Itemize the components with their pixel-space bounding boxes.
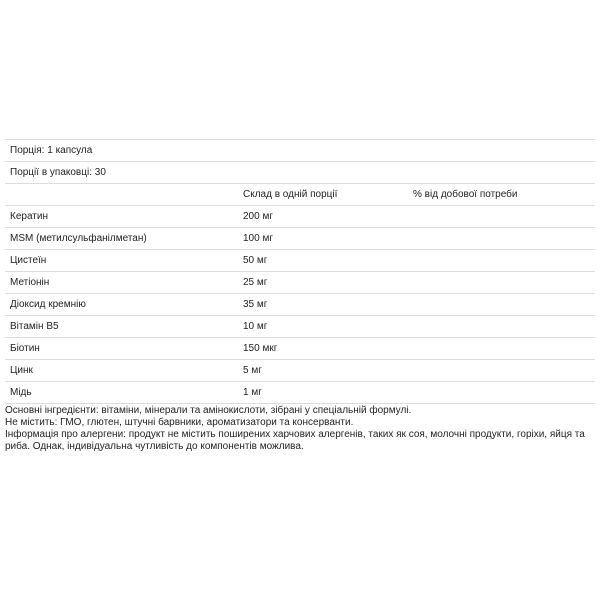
ingredient-name: MSM (метилсульфанілметан)	[5, 228, 238, 250]
ingredient-amount: 1 мг	[238, 382, 408, 404]
ingredient-amount: 200 мг	[238, 206, 408, 228]
table-row	[5, 338, 595, 360]
ingredient-name: Кератин	[5, 206, 238, 228]
ingredient-daily-value	[408, 228, 595, 250]
table-row	[5, 206, 595, 228]
allergen-note: Інформація про алергени: продукт не містить поширених харчових алергенів, таких як соя, молочні продукти, горіхи, яйця та риба. Однак, індивідуальна чутливість до компонентів можлива.	[5, 429, 585, 452]
ingredient-name: Метіонін	[5, 272, 238, 294]
ingredients-note: Основні інгредієнти: вітаміни, мінерали та амінокислоти, зібрані у спеціальній формулі.	[5, 405, 412, 416]
ingredient-amount: 10 мг	[238, 316, 408, 338]
table-row	[5, 228, 595, 250]
ingredient-name: Діоксид кремнію	[5, 294, 238, 316]
header-empty-cell	[5, 184, 238, 206]
table-row	[5, 272, 595, 294]
free-from-note: Не містить: ГМО, глютен, штучні барвники, ароматизатори та консерванти.	[5, 417, 354, 428]
serving-size-row	[5, 140, 595, 162]
ingredient-amount: 35 мг	[238, 294, 408, 316]
servings-per-container-row	[5, 162, 595, 184]
ingredient-amount: 150 мкг	[238, 338, 408, 360]
ingredient-name: Біотин	[5, 338, 238, 360]
ingredient-name: Мідь	[5, 382, 238, 404]
header-daily-value: % від добової потреби	[408, 184, 595, 206]
ingredient-daily-value	[408, 338, 595, 360]
servings-per-container-text: Порції в упаковці: 30	[5, 162, 595, 184]
product-notes	[5, 405, 597, 453]
header-amount-per-serving: Склад в одній порції	[238, 184, 408, 206]
table-row	[5, 360, 595, 382]
ingredient-amount: 5 мг	[238, 360, 408, 382]
ingredient-daily-value	[408, 294, 595, 316]
ingredient-daily-value	[408, 316, 595, 338]
ingredient-daily-value	[408, 272, 595, 294]
table-row	[5, 294, 595, 316]
serving-size-text: Порція: 1 капсула	[5, 140, 595, 162]
ingredient-name: Цинк	[5, 360, 238, 382]
table-header-row	[5, 184, 595, 206]
ingredient-daily-value	[408, 250, 595, 272]
ingredient-daily-value	[408, 206, 595, 228]
ingredient-name: Цистеїн	[5, 250, 238, 272]
ingredient-daily-value	[408, 382, 595, 404]
ingredient-name: Вітамін B5	[5, 316, 238, 338]
table-row	[5, 316, 595, 338]
ingredient-amount: 25 мг	[238, 272, 408, 294]
table-row	[5, 250, 595, 272]
table-row	[5, 382, 595, 404]
ingredient-daily-value	[408, 360, 595, 382]
nutrition-facts-table	[5, 139, 595, 404]
ingredient-amount: 50 мг	[238, 250, 408, 272]
ingredient-amount: 100 мг	[238, 228, 408, 250]
